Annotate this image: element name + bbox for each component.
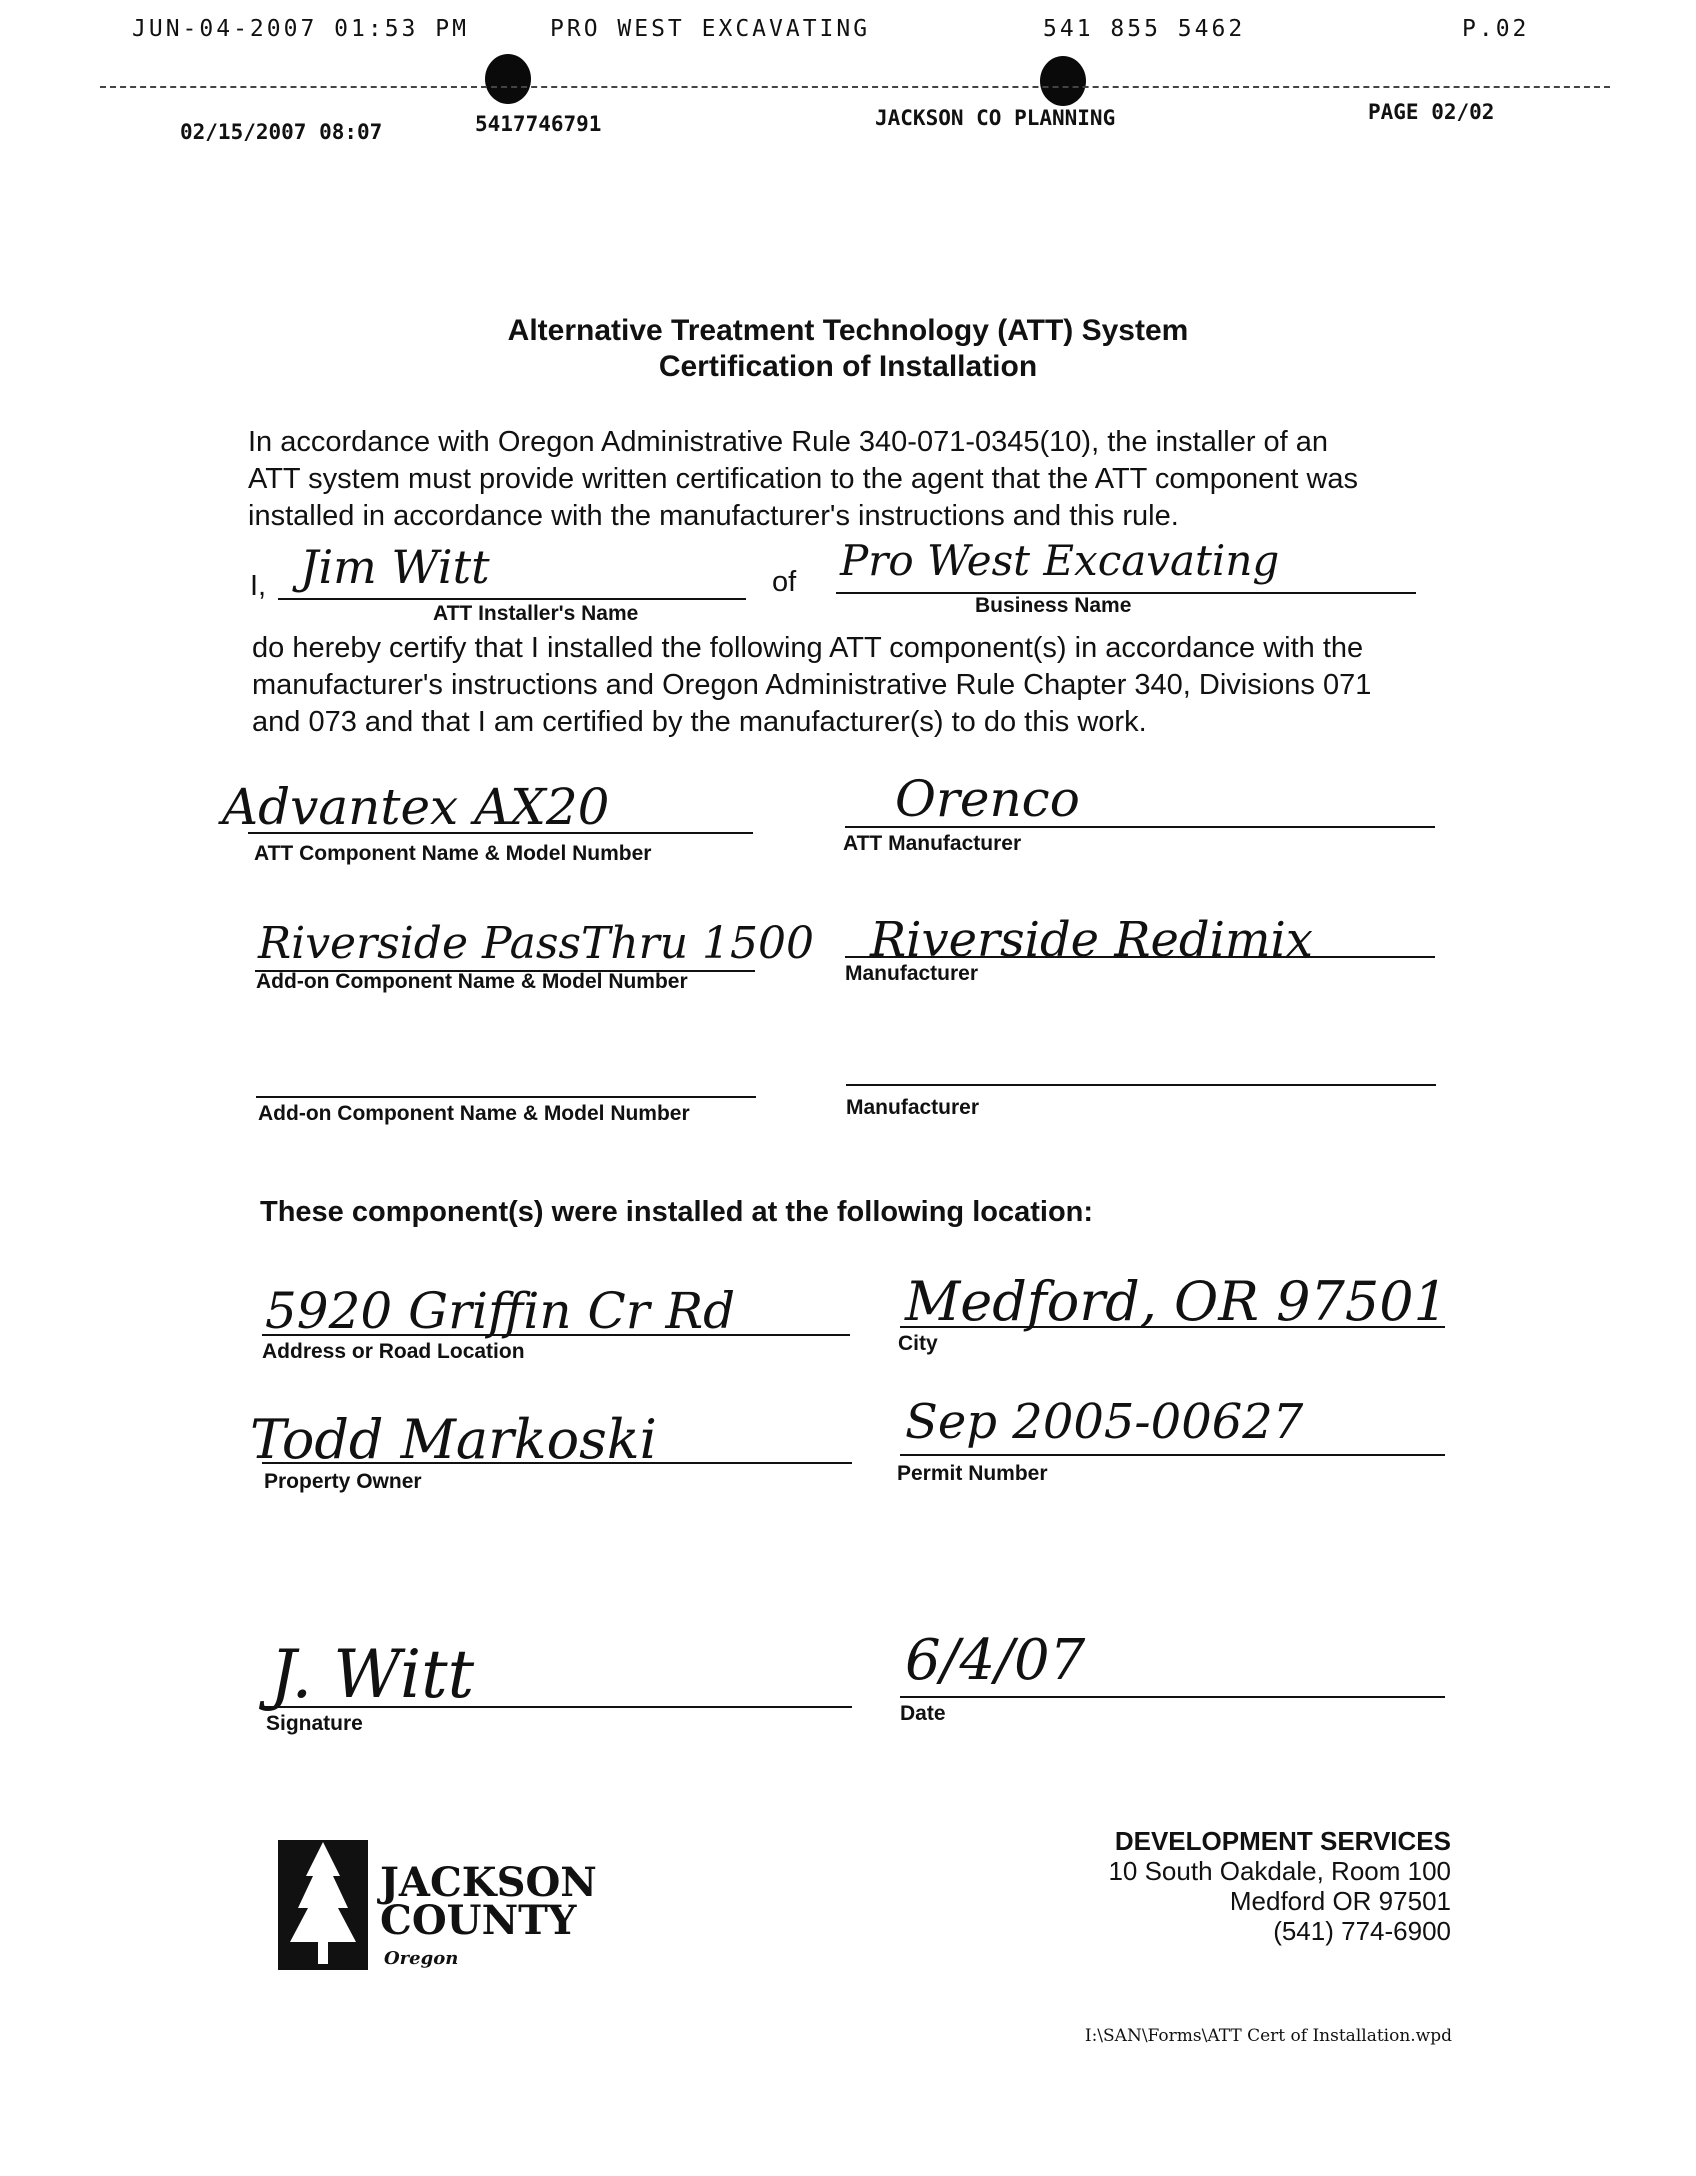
- fax-header-sender: PRO WEST EXCAVATING: [550, 16, 871, 42]
- dev-services-address1: 10 South Oakdale, Room 100: [1108, 1856, 1451, 1886]
- addon2-manufacturer-label: Manufacturer: [846, 1096, 980, 1119]
- permit-number-value: Sep 2005-00627: [905, 1394, 1304, 1450]
- dev-services-name: DEVELOPMENT SERVICES: [1114, 1826, 1451, 1856]
- att-manufacturer-line: [845, 826, 1435, 828]
- form-subtitle: Certification of Installation: [658, 350, 1038, 383]
- signature-label: Signature: [266, 1712, 363, 1735]
- addon2-manufacturer-line: [846, 1084, 1436, 1086]
- punch-hole-right: [1040, 56, 1086, 106]
- fax2-datetime: 02/15/2007 08:07: [180, 120, 383, 144]
- file-path-footer: I:\SAN\Forms\ATT Cert of Installation.wpd: [1084, 2026, 1452, 2046]
- att-component-value: Advantex AX20: [222, 778, 610, 836]
- dev-services-address2: Medford OR 97501: [1229, 1886, 1451, 1916]
- property-owner-line: [262, 1462, 852, 1464]
- addon1-manufacturer-line: [845, 956, 1435, 958]
- intro-line: In accordance with Oregon Administrative Rule 340-071-0345(10), the installer of an: [248, 426, 1329, 458]
- dev-services-phone: (541) 774-6900: [1273, 1916, 1451, 1946]
- date-label: Date: [900, 1702, 946, 1725]
- dev-services-block: [1108, 1826, 1451, 1946]
- fax-header-page: P.02: [1462, 16, 1530, 42]
- installer-name-label: ATT Installer's Name: [433, 602, 639, 625]
- logo-line-county: COUNTY: [380, 1897, 577, 1944]
- addon1-manufacturer-label: Manufacturer: [845, 962, 979, 985]
- certify-paragraph: [252, 630, 1432, 741]
- city-line: [900, 1326, 1445, 1328]
- signature-value: J. Witt: [270, 1636, 475, 1713]
- installer-name-value: Jim Witt: [300, 540, 490, 594]
- city-value: Medford, OR 97501: [905, 1270, 1448, 1333]
- address-value: 5920 Griffin Cr Rd: [265, 1282, 736, 1340]
- intro-paragraph: [248, 424, 1428, 535]
- form-title: Alternative Treatment Technology (ATT) System: [507, 314, 1189, 347]
- certify-line: manufacturer's instructions and Oregon Administrative Rule Chapter 340, Divisions 071: [252, 669, 1372, 701]
- addon1-manufacturer-value: Riverside Redimix: [870, 912, 1313, 968]
- address-line: [262, 1334, 850, 1336]
- addon2-component-line: [256, 1096, 756, 1098]
- business-name-label: Business Name: [975, 594, 1132, 617]
- permit-number-line: [900, 1454, 1445, 1456]
- certify-line: do hereby certify that I installed the following ATT component(s) in accordance with the: [252, 632, 1364, 664]
- address-label: Address or Road Location: [262, 1340, 525, 1363]
- certify-prefix: I,: [250, 570, 267, 602]
- date-line: [900, 1696, 1445, 1698]
- intro-line: installed in accordance with the manufacturer's instructions and this rule.: [248, 500, 1179, 532]
- addon1-component-label: Add-on Component Name & Model Number: [256, 970, 688, 993]
- installer-name-line: [278, 598, 746, 600]
- certify-line: and 073 and that I am certified by the manufacturer(s) to do this work.: [252, 706, 1147, 738]
- att-manufacturer-label: ATT Manufacturer: [843, 832, 1022, 855]
- logo-text: [380, 1859, 597, 1944]
- fax2-phone: 5417746791: [475, 112, 602, 136]
- property-owner-label: Property Owner: [264, 1470, 422, 1493]
- date-value: 6/4/07: [905, 1628, 1086, 1693]
- intro-line: ATT system must provide written certification to the agent that the ATT component was: [248, 463, 1359, 495]
- fax2-page: PAGE 02/02: [1368, 100, 1495, 124]
- permit-number-label: Permit Number: [897, 1462, 1048, 1485]
- business-name-value: Pro West Excavating: [840, 536, 1280, 585]
- fax-header-phone: 541 855 5462: [1043, 16, 1246, 42]
- location-heading: These component(s) were installed at the following location:: [260, 1196, 1094, 1228]
- certify-of: of: [772, 566, 797, 598]
- att-component-label: ATT Component Name & Model Number: [254, 842, 652, 865]
- header-divider: [100, 86, 1610, 88]
- logo-line-oregon: Oregon: [384, 1948, 459, 1969]
- fax2-sender: JACKSON CO PLANNING: [875, 106, 1116, 130]
- signature-line: [262, 1706, 852, 1708]
- addon1-component-value: Riverside PassThru 1500: [258, 918, 815, 969]
- jackson-county-tree-logo: [278, 1830, 368, 1970]
- att-manufacturer-value: Orenco: [895, 770, 1080, 828]
- city-label: City: [898, 1332, 938, 1355]
- addon2-component-label: Add-on Component Name & Model Number: [258, 1102, 690, 1125]
- logo-line-jackson: JACKSON: [380, 1859, 597, 1906]
- fax-header-datetime: JUN-04-2007 01:53 PM: [132, 16, 469, 42]
- property-owner-value: Todd Markoski: [250, 1408, 657, 1471]
- punch-hole-left: [485, 54, 531, 104]
- att-component-line: [248, 832, 753, 834]
